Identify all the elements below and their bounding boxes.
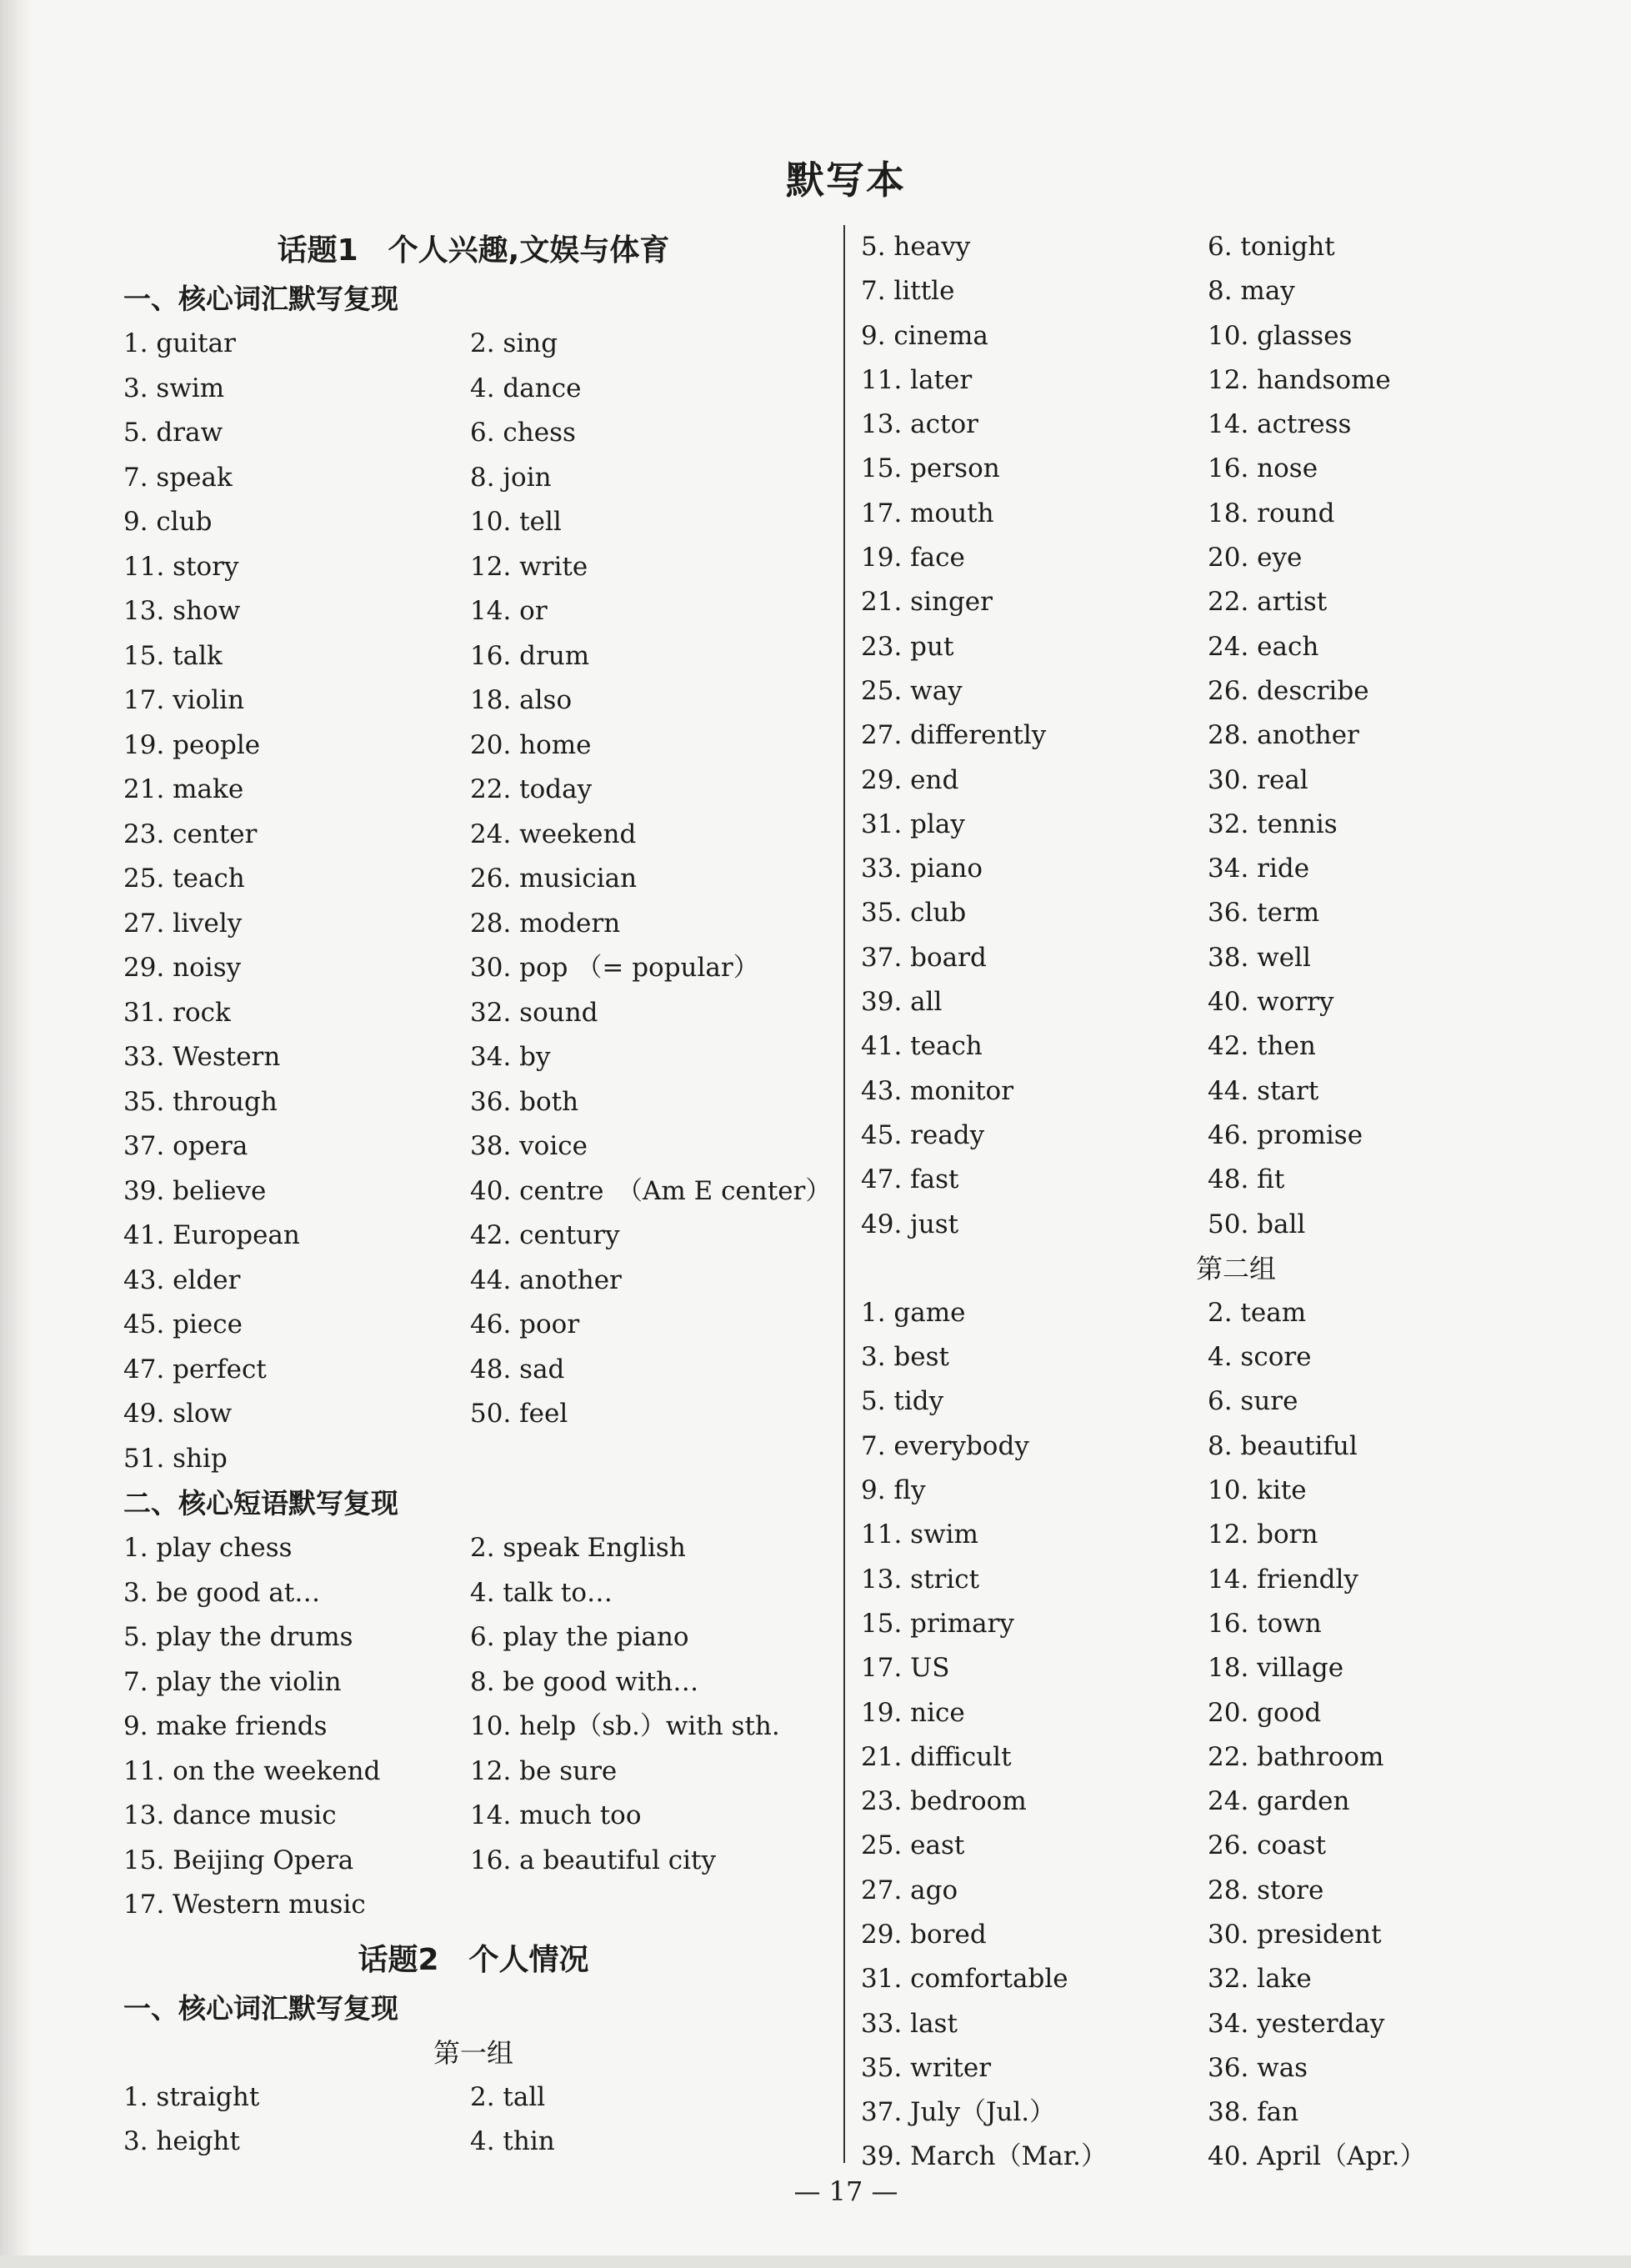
- vocab-item: 27. ago: [861, 1875, 958, 1905]
- vocab-item: 37. opera: [123, 1131, 248, 1161]
- vocab-item: 50. ball: [1208, 1209, 1306, 1239]
- phrase-item: 9. make friends: [123, 1711, 328, 1741]
- vocab-item: 17. violin: [123, 685, 245, 715]
- vocab-item: 20. good: [1208, 1697, 1322, 1728]
- vocab-item: 17. US: [861, 1653, 950, 1684]
- topic1-vocab-heading: 一、核心词汇默写复现: [123, 283, 398, 315]
- right-column: [861, 225, 1611, 2180]
- vocab-item: 6. tonight: [1208, 232, 1335, 262]
- vocab-item: 31. play: [861, 809, 965, 839]
- vocab-item: 22. bathroom: [1208, 1741, 1384, 1772]
- phrase-item: 5. play the drums: [123, 1622, 353, 1652]
- vocab-item: 26. describe: [1208, 675, 1369, 706]
- vocab-item: 43. elder: [123, 1264, 241, 1295]
- vocab-item: 44. another: [470, 1264, 622, 1295]
- vocab-item: 28. modern: [470, 908, 621, 939]
- vocab-item: 7. little: [861, 276, 955, 307]
- vocab-item: 49. just: [861, 1209, 959, 1239]
- vocab-item: 10. tell: [470, 507, 562, 537]
- vocab-item: 35. club: [861, 898, 967, 929]
- page-title: 默写本: [786, 158, 906, 203]
- vocab-item: 9. fly: [861, 1475, 926, 1506]
- vocab-item: 18. also: [470, 685, 573, 715]
- vocab-item: 2. tall: [470, 2081, 546, 2112]
- vocab-item: 33. Western: [123, 1042, 281, 1072]
- vocab-item: 29. end: [861, 764, 959, 795]
- vocab-item: 36. was: [1208, 2052, 1308, 2083]
- vocab-item: 18. round: [1208, 498, 1335, 528]
- vocab-item: 24. each: [1208, 631, 1319, 662]
- vocab-item: 46. promise: [1208, 1119, 1363, 1150]
- vocab-item: 25. east: [861, 1830, 965, 1861]
- vocab-item: 8. beautiful: [1208, 1430, 1358, 1461]
- bottom-edge: [0, 2255, 1631, 2268]
- vocab-item: 14. friendly: [1208, 1564, 1358, 1595]
- column-divider: [843, 225, 845, 2163]
- vocab-item: 37. board: [861, 942, 987, 973]
- phrase-item: 15. Beijing Opera: [123, 1845, 354, 1875]
- vocab-item: 12. handsome: [1208, 364, 1391, 395]
- vocab-item: 13. strict: [861, 1564, 980, 1595]
- vocab-item: 39. all: [861, 987, 943, 1018]
- vocab-item: 20. home: [470, 729, 592, 760]
- phrase-item: 2. speak English: [470, 1533, 686, 1563]
- vocab-item: 15. primary: [861, 1608, 1014, 1639]
- vocab-item: 3. swim: [123, 373, 225, 403]
- vocab-item: 33. last: [861, 2008, 958, 2039]
- phrase-item: 13. dance music: [123, 1800, 337, 1830]
- vocab-item: 2. sing: [470, 328, 558, 358]
- vocab-item: 48. fit: [1208, 1164, 1285, 1195]
- vocab-item: 1. straight: [123, 2081, 260, 2112]
- vocab-item: 26. coast: [1208, 1830, 1327, 1861]
- vocab-item: 41. European: [123, 1220, 300, 1250]
- vocab-item: 12. write: [470, 551, 588, 582]
- vocab-item: 14. actress: [1208, 409, 1352, 440]
- topic2-group1-list: [123, 2075, 823, 2165]
- vocab-item: 16. nose: [1208, 453, 1318, 484]
- vocab-item: 22. artist: [1208, 587, 1328, 618]
- phrase-item: 11. on the weekend: [123, 1755, 381, 1786]
- topic1-title: 话题1 个人兴趣,文娱与体育: [277, 233, 670, 268]
- vocab-item: 32. sound: [470, 997, 598, 1028]
- page-number: — 17 —: [793, 2175, 898, 2207]
- vocab-item: 38. well: [1208, 942, 1311, 973]
- vocab-item: 9. club: [123, 507, 213, 537]
- vocab-item: 38. voice: [470, 1131, 588, 1161]
- vocab-item: 20. eye: [1208, 543, 1303, 573]
- vocab-item: 44. start: [1208, 1075, 1319, 1106]
- vocab-item: 23. center: [123, 819, 258, 849]
- vocab-item: 30. pop （= popular）: [470, 953, 759, 983]
- vocab-item: 50. feel: [470, 1399, 568, 1429]
- vocab-item: 8. may: [1208, 276, 1295, 307]
- vocab-item: 21. difficult: [861, 1741, 1012, 1772]
- vocab-item: 33. piano: [861, 854, 983, 884]
- vocab-item: 10. kite: [1208, 1475, 1307, 1506]
- vocab-item: 19. nice: [861, 1697, 965, 1728]
- vocab-item: 4. score: [1208, 1342, 1312, 1373]
- vocab-item: 8. join: [470, 462, 552, 493]
- phrase-item: 8. be good with…: [470, 1666, 699, 1697]
- topic2-title: 话题2 个人情况: [358, 1942, 589, 1977]
- vocab-item: 5. draw: [123, 418, 223, 448]
- vocab-item: 34. yesterday: [1208, 2008, 1385, 2039]
- vocab-item: 40. worry: [1208, 987, 1334, 1018]
- vocab-item: 41. teach: [861, 1031, 983, 1062]
- phrase-item: 16. a beautiful city: [470, 1845, 716, 1875]
- vocab-item: 3. best: [861, 1342, 949, 1373]
- vocab-item: 29. noisy: [123, 953, 242, 983]
- vocab-item: 21. make: [123, 774, 244, 804]
- vocab-item: 19. people: [123, 729, 261, 760]
- vocab-item: 15. talk: [123, 640, 223, 671]
- vocab-item: 10. glasses: [1208, 320, 1353, 351]
- vocab-item: 11. story: [123, 551, 239, 582]
- phrase-item: 1. play chess: [123, 1533, 293, 1563]
- vocab-item: 31. rock: [123, 997, 231, 1028]
- vocab-item: 16. drum: [470, 640, 590, 671]
- vocab-item: 48. sad: [470, 1354, 565, 1384]
- vocab-item: 17. mouth: [861, 498, 994, 528]
- vocab-item: 39. believe: [123, 1175, 267, 1206]
- vocab-item: 5. heavy: [861, 232, 971, 262]
- vocab-item: 1. guitar: [123, 328, 236, 358]
- vocab-item: 27. lively: [123, 908, 243, 939]
- vocab-item: 13. show: [123, 596, 241, 626]
- vocab-item: 2. team: [1208, 1297, 1307, 1328]
- vocab-item: 4. thin: [470, 2126, 555, 2156]
- vocab-item: 39. March（Mar.）: [861, 2141, 1108, 2172]
- phrase-item: 17. Western music: [123, 1890, 366, 1920]
- vocab-item: 25. way: [861, 675, 963, 706]
- phrase-item: 7. play the violin: [123, 1666, 342, 1697]
- vocab-item: 40. centre （Am E center）: [470, 1175, 832, 1206]
- left-column: [123, 225, 832, 2165]
- vocab-item: 34. by: [470, 1042, 551, 1072]
- vocab-item: 16. town: [1208, 1608, 1322, 1639]
- vocab-item: 18. village: [1208, 1653, 1344, 1684]
- vocab-item: 27. differently: [861, 720, 1047, 751]
- vocab-item: 31. comfortable: [861, 1964, 1068, 1995]
- vocab-item: 51. ship: [123, 1443, 228, 1474]
- vocab-item: 11. later: [861, 364, 973, 395]
- vocab-item: 25. teach: [123, 864, 245, 894]
- vocab-item: 11. swim: [861, 1520, 978, 1550]
- vocab-item: 37. July（Jul.）: [861, 2097, 1056, 2128]
- vocab-item: 35. writer: [861, 2052, 992, 2083]
- vocab-item: 24. garden: [1208, 1786, 1350, 1817]
- vocab-item: 22. today: [470, 774, 593, 804]
- vocab-item: 36. both: [470, 1086, 579, 1117]
- vocab-item: 35. through: [123, 1086, 278, 1117]
- topic1-phrase-list: [123, 1526, 823, 1883]
- group2-list: [861, 1291, 1611, 2180]
- vocab-item: 42. then: [1208, 1031, 1316, 1062]
- vocab-item: 38. fan: [1208, 2097, 1299, 2128]
- vocab-item: 46. poor: [470, 1309, 580, 1339]
- vocab-item: 28. another: [1208, 720, 1359, 751]
- vocab-item: 40. April（Apr.）: [1208, 2141, 1426, 2172]
- vocab-item: 47. fast: [861, 1164, 959, 1195]
- vocab-item: 19. face: [861, 543, 965, 573]
- vocab-item: 6. chess: [470, 418, 576, 448]
- vocab-item: 1. game: [861, 1297, 966, 1328]
- vocab-item: 29. bored: [861, 1919, 987, 1950]
- vocab-item: 14. or: [470, 596, 548, 626]
- vocab-item: 49. slow: [123, 1399, 233, 1429]
- vocab-item: 45. ready: [861, 1119, 985, 1150]
- vocab-item: 7. everybody: [861, 1430, 1029, 1461]
- phrase-item: 12. be sure: [470, 1755, 618, 1786]
- vocab-item: 43. monitor: [861, 1075, 1014, 1106]
- vocab-item: 47. perfect: [123, 1354, 267, 1384]
- torn-edge: [0, 0, 32, 2268]
- vocab-item: 26. musician: [470, 864, 638, 894]
- vocab-item: 23. put: [861, 631, 954, 662]
- vocab-item: 30. president: [1208, 1919, 1382, 1950]
- vocab-item: 24. weekend: [470, 819, 637, 849]
- vocab-item: 32. tennis: [1208, 809, 1338, 839]
- vocab-item: 7. speak: [123, 462, 233, 493]
- vocab-item: 4. dance: [470, 373, 582, 403]
- phrase-item: 6. play the piano: [470, 1622, 689, 1652]
- group1-title: 第一组: [433, 2036, 513, 2069]
- group2-title: 第二组: [1195, 1252, 1276, 1284]
- vocab-item: 9. cinema: [861, 320, 988, 351]
- vocab-item: 13. actor: [861, 409, 978, 440]
- phrase-item: 14. much too: [470, 1800, 642, 1830]
- topic1-vocab-list: [123, 322, 832, 1437]
- phrase-item: 10. help（sb.）with sth.: [470, 1711, 780, 1741]
- phrase-item: 4. talk to…: [470, 1577, 613, 1608]
- vocab-item: 45. piece: [123, 1309, 243, 1339]
- vocab-item: 36. term: [1208, 898, 1320, 929]
- vocab-item: 21. singer: [861, 587, 993, 618]
- vocab-item: 23. bedroom: [861, 1786, 1027, 1817]
- vocab-item: 6. sure: [1208, 1386, 1298, 1417]
- group1-continued-list: [861, 225, 1611, 1247]
- topic1-phrase-heading: 二、核心短语默写复现: [123, 1487, 398, 1520]
- topic2-vocab-heading: 一、核心词汇默写复现: [123, 1991, 398, 2025]
- vocab-item: 3. height: [123, 2126, 240, 2156]
- phrase-item: 3. be good at…: [123, 1577, 321, 1608]
- vocab-item: 32. lake: [1208, 1964, 1312, 1995]
- vocab-item: 15. person: [861, 453, 1000, 484]
- vocab-item: 5. tidy: [861, 1386, 944, 1417]
- vocab-item: 42. century: [470, 1220, 620, 1250]
- vocab-item: 28. store: [1208, 1875, 1324, 1905]
- vocab-item: 34. ride: [1208, 854, 1310, 884]
- vocab-item: 12. born: [1208, 1520, 1318, 1550]
- vocab-item: 30. real: [1208, 764, 1308, 795]
